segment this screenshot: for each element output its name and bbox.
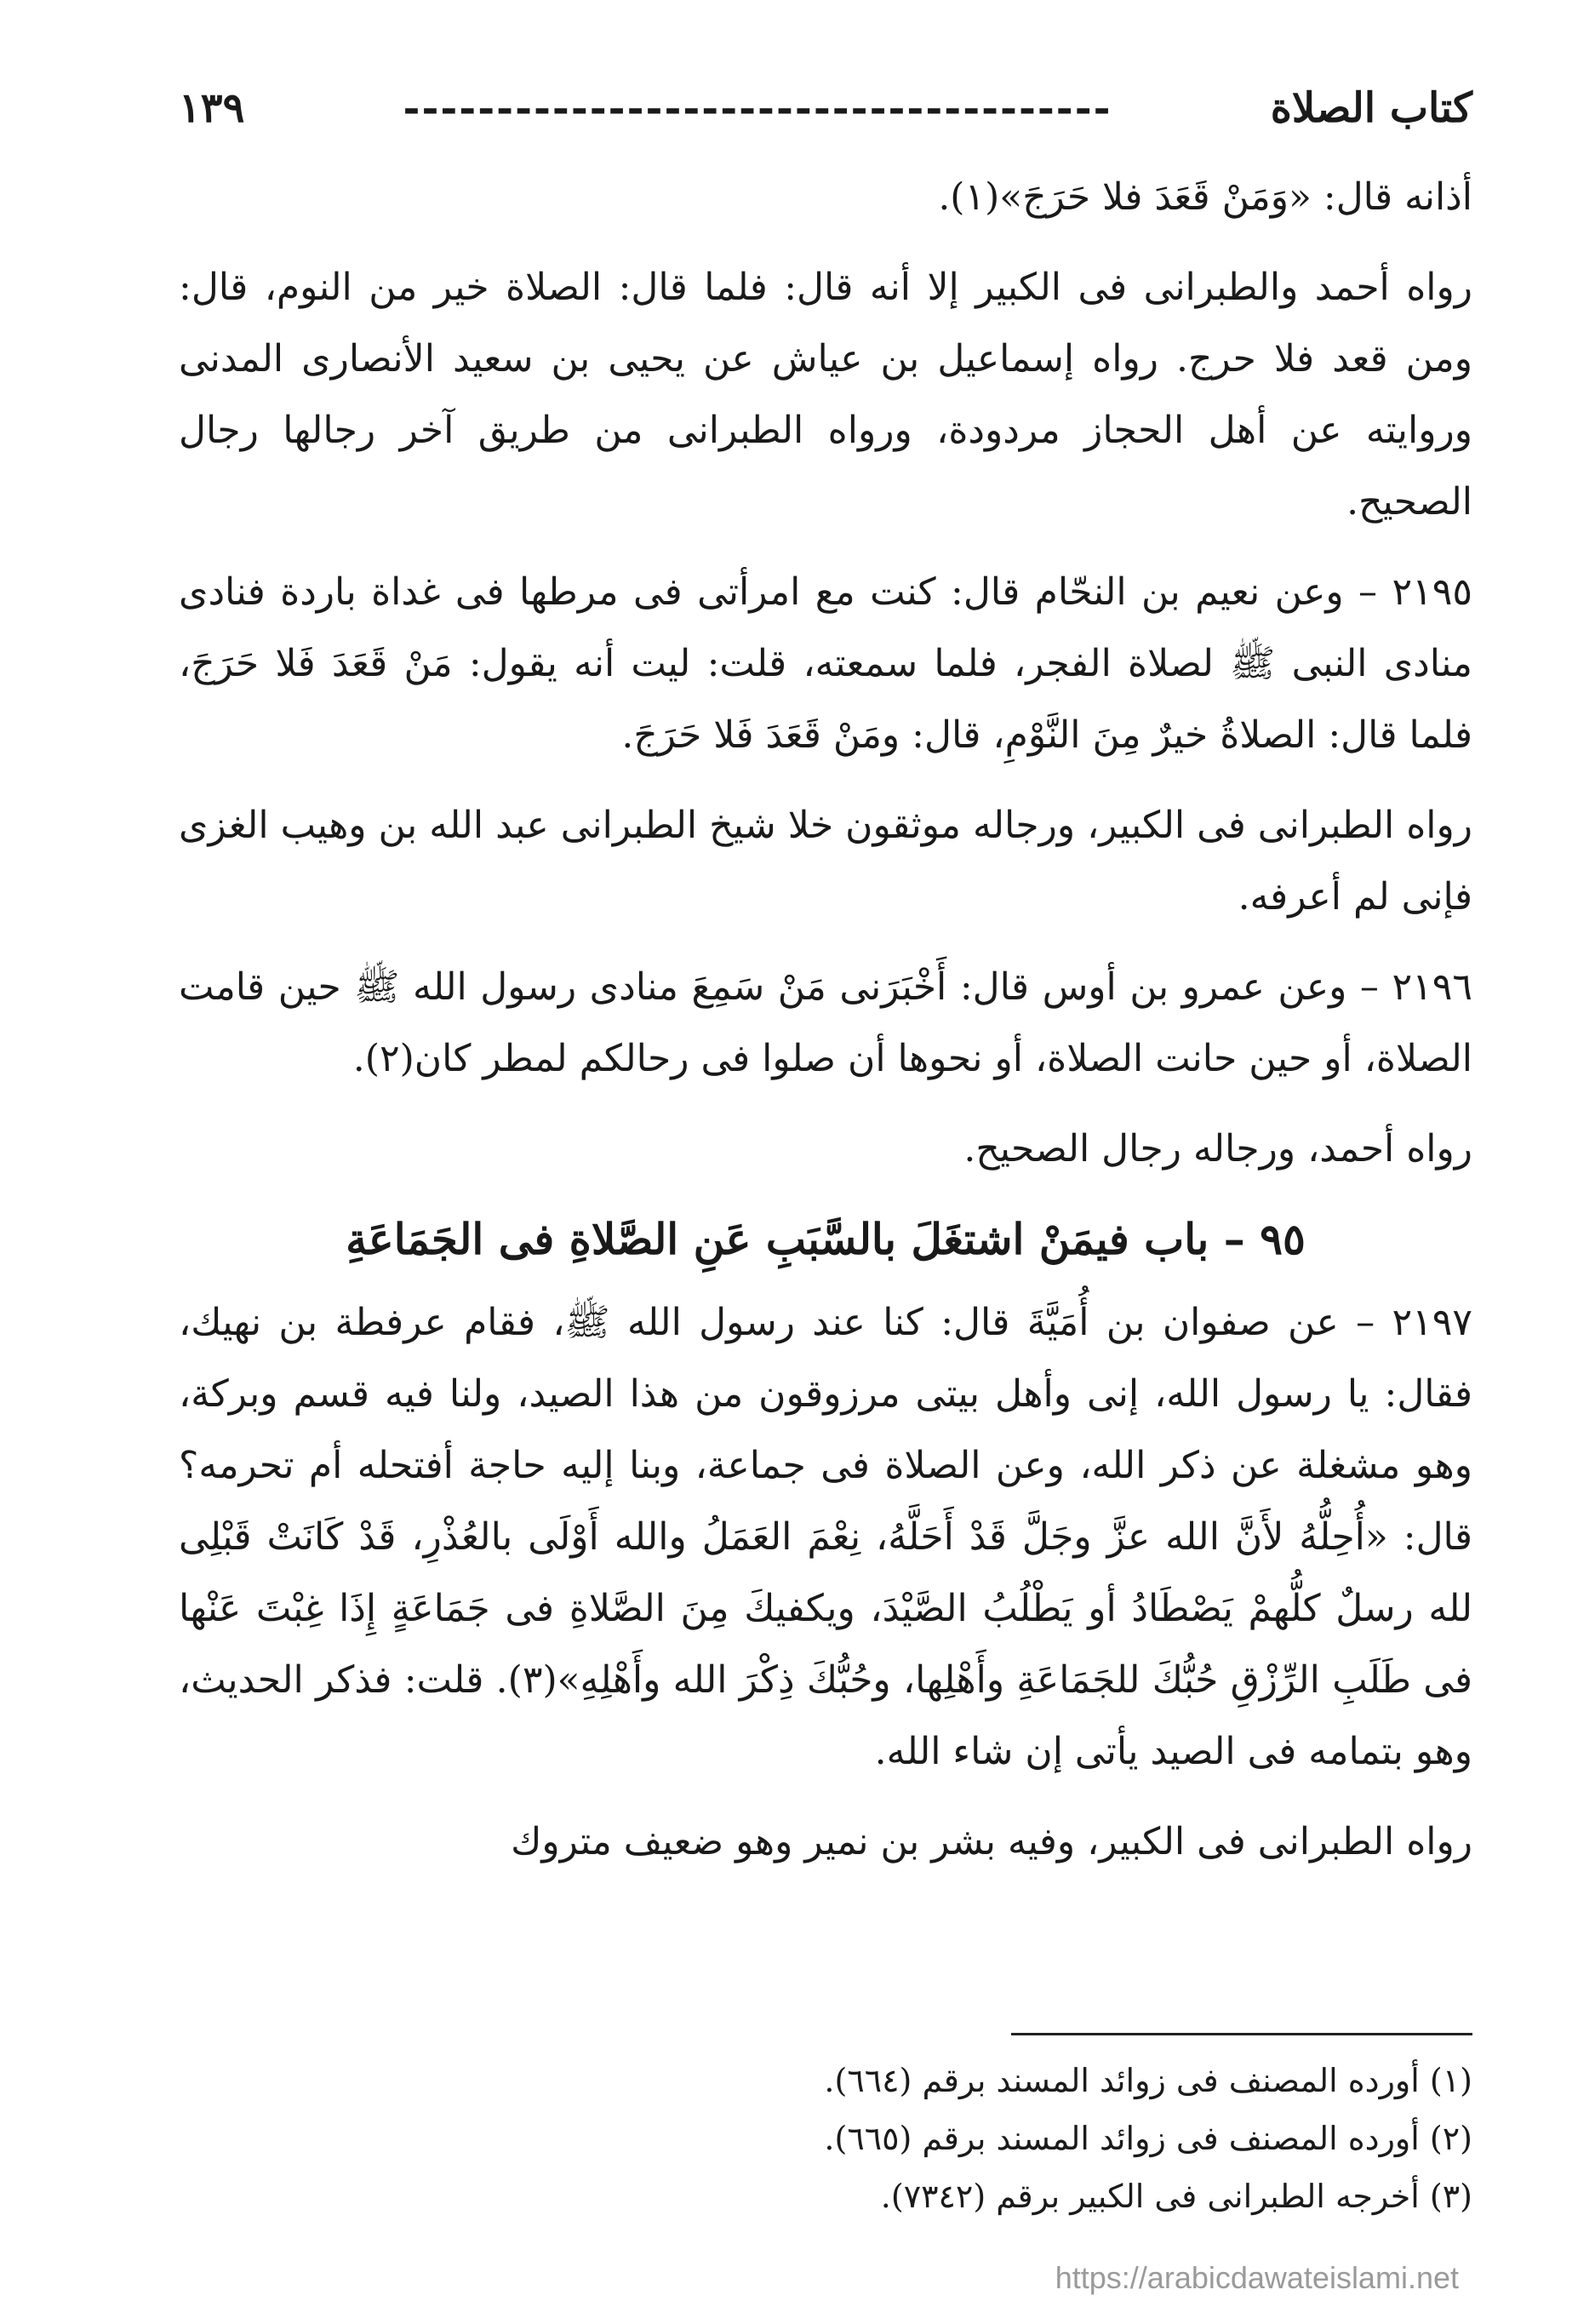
- paragraph: أذانه قال: «وَمَنْ قَعَدَ فلا حَرَجَ»(١).: [938, 175, 1472, 219]
- header-dash-rule: --------------------------------------: [403, 84, 1112, 132]
- hadith-2197: ٢١٩٧ – عن صفوان بن أُمَيَّةَ قال: كنا عند رسول الله ﷺ، فقام عرفطة بن نهيك، فقال: يا رسول الله، إنى وأهل بيتى مرزوقون من هذا الصيد، ولنا فيه قسم وبركة، وهو مشغلة عن ذكر الله، وعن الصلاة فى جماعة، وبنا إليه حاجة أفتحله أم تحرمه؟ قال: «أُحِلُّهُ لأَنَّ الله عزَّ وجَلَّ قَدْ أَحَلَّهُ، نِعْمَ العَمَلُ والله أَوْلَى بالعُذْرِ، قَدْ كَانَتْ قَبْلِى لله رسلٌ كلُّهمْ يَصْطَادُ أو يَطْلُبُ الصَّيْدَ، ويكفيكَ مِنَ الصَّلاةِ فى جَمَاعَةٍ إِذَا غِبْتَ عَنْها فى طَلَبِ الرِّزْقِ حُبُّكَ للجَمَاعَةِ وأَهْلِها، وحُبُّكَ ذِكْرَ الله وأَهْلِهِ»(٣). قلت: فذكر الحديث، وهو بتمامه فى الصيد يأتى إن شاء الله.: [179, 1301, 1472, 1773]
- footnote-1: (١) أورده المصنف فى زوائد المسند برقم (٦٦٤).: [824, 2062, 1472, 2099]
- main-text: [179, 162, 1472, 1897]
- paragraph: رواه أحمد والطبرانى فى الكبير إلا أنه قال: فلما قال: الصلاة خير من النوم، قال: ومن قعد فلا حرج. رواه إسماعيل بن عياش عن يحيى بن سعيد الأنصارى المدنى وروايته عن أهل الحجاز مردودة، ورواه الطبرانى من طريق آخر رجالها رجال الصحيح.: [179, 266, 1472, 524]
- paragraph: رواه الطبرانى فى الكبير، وفيه بشر بن نمير وهو ضعيف متروك: [511, 1820, 1472, 1863]
- watermark-url: https://arabicdawateislami.net: [1055, 2260, 1459, 2295]
- book-title: كتاب الصلاة: [1270, 84, 1472, 132]
- hadith-2195: ٢١٩٥ – وعن نعيم بن النحّام قال: كنت مع امرأتى فى مرطها فى غداة باردة فنادى منادى النبى ﷺ لصلاة الفجر، فلما سمعته، قلت: ليت أنه يقول: مَنْ قَعَدَ فَلا حَرَجَ، فلما قال: الصلاةُ خيرٌ مِنَ النَّوْمِ، قال: ومَنْ قَعَدَ فَلا حَرَجَ.: [179, 570, 1472, 757]
- hadith-2196: ٢١٩٦ – وعن عمرو بن أوس قال: أَخْبَرَنى مَنْ سَمِعَ منادى رسول الله ﷺ حين قامت الصلاة، أو حين حانت الصلاة، أو نحوها أن صلوا فى رحالكم لمطر كان(٢).: [179, 965, 1472, 1080]
- chapter-title: ٩٥ – باب فيمَنْ اشتغَلَ بالسَّبَبِ عَنِ الصَّلاةِ فى الجَمَاعَةِ: [346, 1214, 1306, 1264]
- paragraph: رواه أحمد، ورجاله رجال الصحيح.: [963, 1127, 1472, 1171]
- footnotes: [179, 2052, 1472, 2225]
- running-header: [179, 78, 1472, 138]
- paragraph: رواه الطبرانى فى الكبير، ورجاله موثقون خلا شيخ الطبرانى عبد الله بن وهيب الغزى فإنى لم أعرفه.: [179, 804, 1472, 919]
- page-number: ١٣٩: [179, 84, 245, 132]
- footnote-3: (٣) أخرجه الطبرانى فى الكبير برقم (٧٣٤٢).: [880, 2178, 1472, 2215]
- footnote-2: (٢) أورده المصنف فى زوائد المسند برقم (٦٦٥).: [824, 2120, 1472, 2157]
- footnote-divider: [1011, 2033, 1472, 2035]
